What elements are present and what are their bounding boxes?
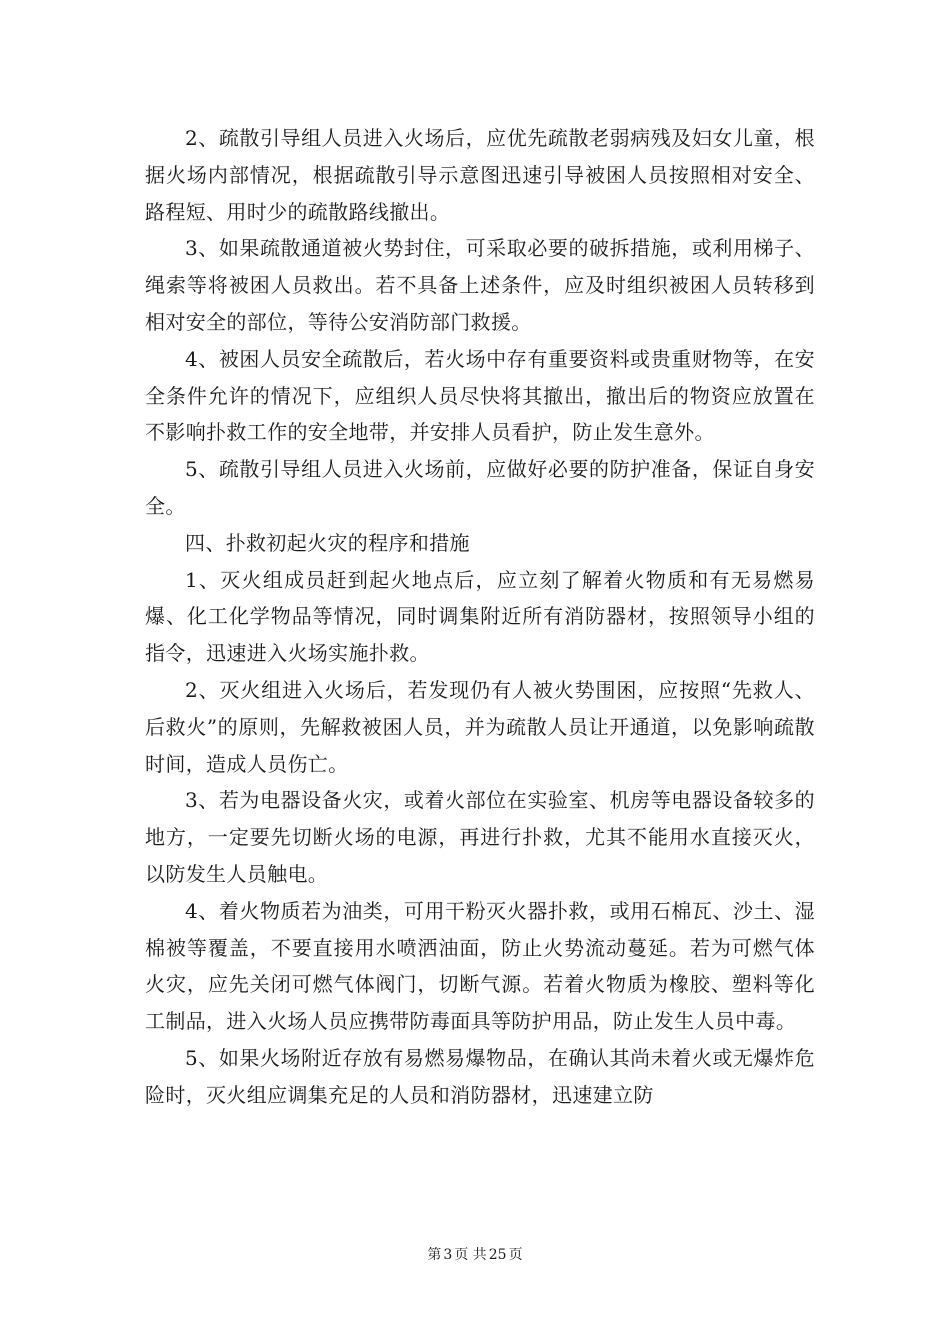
document-body [145, 120, 815, 1114]
footer-total-pages: 25 [488, 1247, 507, 1263]
footer-current-page: 3 [443, 1247, 453, 1263]
footer-suffix: 页 [508, 1247, 523, 1263]
paragraph-firefighting-3: 3、若为电器设备火灾，或着火部位在实验室、机房等电器设备较多的地方，一定要先切断火场的电源，再进行扑救，尤其不能用水直接灭火，以防发生人员触电。 [145, 788, 815, 886]
paragraph-evacuation-3: 3、如果疏散通道被火势封住，可采取必要的破拆措施，或利用梯子、绳索等将被困人员救出。若不具备上述条件，应及时组织被困人员转移到相对安全的部位，等待公安消防部门救援。 [145, 236, 815, 334]
page-footer [0, 1246, 950, 1264]
paragraph-evacuation-5: 5、疏散引导组人员进入火场前，应做好必要的防护准备，保证自身安全。 [145, 457, 815, 518]
section-heading: 四、扑救初起火灾的程序和措施 [185, 530, 470, 555]
paragraph-firefighting-4: 4、着火物质若为油类，可用干粉灭火器扑救，或用石棉瓦、沙土、湿棉被等覆盖，不要直接用水喷洒油面，防止火势流动蔓延。若为可燃气体火灾，应先关闭可燃气体阀门，切断气源。若着火物质为橡胶、塑料等化工制品，进入火场人员应携带防毒面具等防护用品，防止发生人员中毒。 [145, 898, 815, 1034]
paragraph-firefighting-1: 1、灭火组成员赶到起火地点后，应立刻了解着火物质和有无易燃易爆、化工化学物品等情况，同时调集附近所有消防器材，按照领导小组的指令，迅速进入火场实施扑救。 [145, 567, 815, 666]
paragraph-evacuation-2: 2、疏散引导组人员进入火场后，应优先疏散老弱病残及妇女儿童，根据火场内部情况，根据疏散引导示意图迅速引导被困人员按照相对安全、路程短、用时少的疏散路线撤出。 [145, 126, 815, 224]
paragraph-firefighting-2: 2、灭火组进入火场后，若发现仍有人被火势围困，应按照“先救人、后救火”的原则，先解救被困人员，并为疏散人员让开通道，以免影响疏散时间，造成人员伤亡。 [145, 677, 815, 776]
footer-middle: 页 共 [454, 1247, 487, 1263]
footer-prefix: 第 [427, 1247, 442, 1263]
paragraph-evacuation-4: 4、被困人员安全疏散后，若火场中存有重要资料或贵重财物等，在安全条件允许的情况下，应组织人员尽快将其撤出，撤出后的物资应放置在不影响扑救工作的安全地带，并安排人员看护，防止发生意外。 [145, 346, 815, 445]
paragraph-firefighting-5: 5、如果火场附近存放有易燃易爆物品，在确认其尚未着火或无爆炸危险时，灭火组应调集充足的人员和消防器材，迅速建立防 [145, 1045, 815, 1107]
